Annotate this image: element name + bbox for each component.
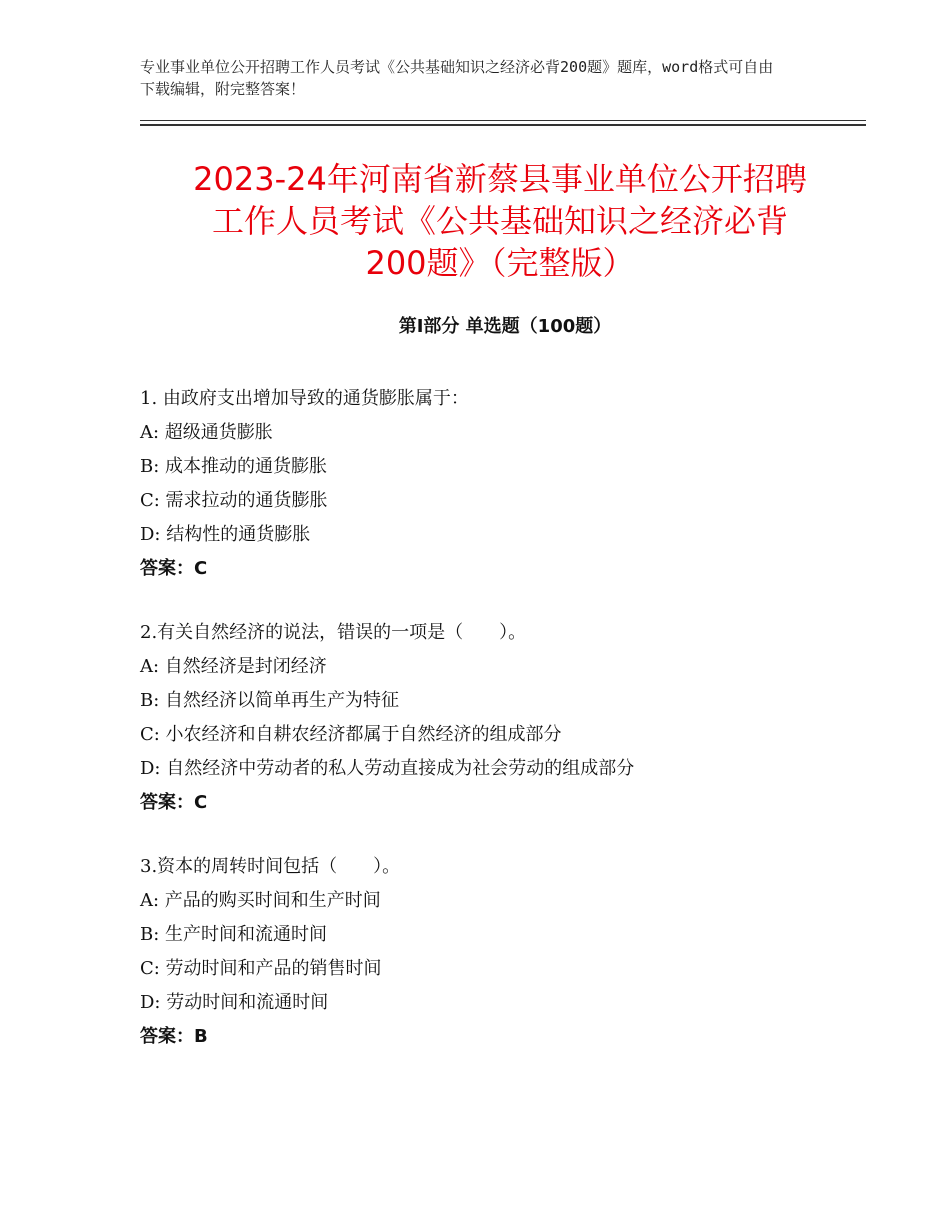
option-d: D: 自然经济中劳动者的私人劳动直接成为社会劳动的组成部分 bbox=[140, 758, 635, 779]
document-header-note: 专业事业单位公开招聘工作人员考试《公共基础知识之经济必背200题》题库，word格式可自由下载编辑，附完整答案！ bbox=[140, 58, 774, 98]
answer-line: 答案：C bbox=[140, 792, 208, 813]
option-c: C: 劳动时间和产品的销售时间 bbox=[140, 958, 382, 979]
title-line-2: 工作人员考试《公共基础知识之经济必背 bbox=[211, 202, 788, 240]
title-line-1: 2023-24年河南省新蔡县事业单位公开招聘 bbox=[193, 160, 807, 198]
option-d: D: 劳动时间和流通时间 bbox=[140, 992, 329, 1013]
question-stem: 1. 由政府支出增加导致的通货膨胀属于： bbox=[140, 388, 469, 409]
question-stem: 3.资本的周转时间包括（ ）。 bbox=[140, 856, 401, 877]
option-c: C: 小农经济和自耕农经济都属于自然经济的组成部分 bbox=[140, 724, 562, 745]
answer-line: 答案：C bbox=[140, 558, 208, 579]
option-b: B: 生产时间和流通时间 bbox=[140, 924, 328, 945]
option-a: A: 超级通货膨胀 bbox=[140, 422, 273, 443]
header-divider bbox=[140, 120, 866, 121]
option-a: A: 自然经济是封闭经济 bbox=[140, 656, 327, 677]
option-a: A: 产品的购买时间和生产时间 bbox=[140, 890, 381, 911]
question-2 bbox=[140, 616, 880, 820]
question-3 bbox=[140, 850, 880, 1054]
answer-line: 答案：B bbox=[140, 1026, 208, 1047]
option-b: B: 成本推动的通货膨胀 bbox=[140, 456, 328, 477]
option-d: D: 结构性的通货膨胀 bbox=[140, 524, 311, 545]
question-stem: 2.有关自然经济的说法，错误的一项是（ ）。 bbox=[140, 622, 527, 643]
title-line-3: 200题》（完整版） bbox=[365, 244, 635, 282]
option-b: B: 自然经济以简单再生产为特征 bbox=[140, 690, 400, 711]
question-list bbox=[140, 382, 880, 1084]
section-heading: 第Ⅰ部分 单选题（100题） bbox=[398, 316, 612, 337]
question-1 bbox=[140, 382, 880, 586]
document-title bbox=[120, 158, 880, 284]
option-c: C: 需求拉动的通货膨胀 bbox=[140, 490, 328, 511]
header-divider-thick bbox=[140, 124, 866, 126]
